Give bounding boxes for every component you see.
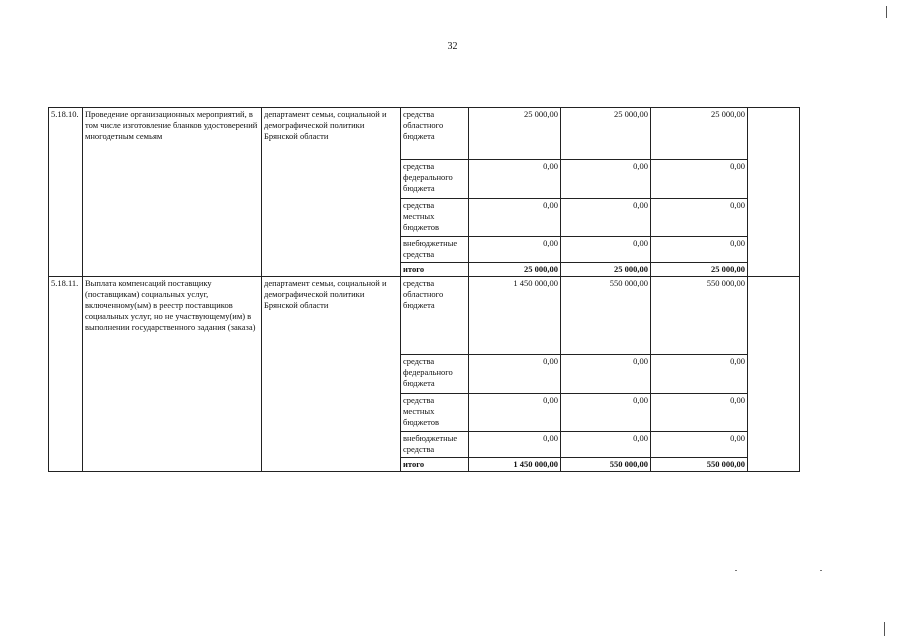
scan-edge-mark-bottom — [884, 622, 885, 636]
amount-year-1: 25 000,00 — [469, 108, 561, 160]
empty-cell — [748, 108, 800, 277]
amount-year-3: 0,00 — [651, 237, 748, 263]
amount-year-3: 0,00 — [651, 394, 748, 432]
row-code: 5.18.10. — [49, 108, 83, 277]
funding-source: внебюджетные средства — [401, 432, 469, 458]
empty-cell — [748, 277, 800, 472]
row-code: 5.18.11. — [49, 277, 83, 472]
amount-year-2: 0,00 — [561, 237, 651, 263]
funding-source: средства местных бюджетов — [401, 199, 469, 237]
table-row — [49, 277, 800, 355]
funding-source: внебюджетные средства — [401, 237, 469, 263]
amount-year-1: 25 000,00 — [469, 263, 561, 277]
funding-source-total: итого — [401, 263, 469, 277]
amount-year-2: 550 000,00 — [561, 458, 651, 472]
amount-year-2: 0,00 — [561, 160, 651, 199]
funding-source: средства областного бюджета — [401, 108, 469, 160]
amount-year-1: 0,00 — [469, 394, 561, 432]
funding-source: средства областного бюджета — [401, 277, 469, 355]
amount-year-1: 0,00 — [469, 355, 561, 394]
amount-year-3: 0,00 — [651, 432, 748, 458]
amount-year-2: 25 000,00 — [561, 263, 651, 277]
amount-year-3: 0,00 — [651, 355, 748, 394]
measure-name: Выплата компенсаций поставщику (поставщикам) социальных услуг, включенному(ым) в реестр поставщиков социальных услуг, но не участвующему(им) в выполнении государственного задания (заказа) — [83, 277, 262, 472]
amount-year-1: 0,00 — [469, 160, 561, 199]
amount-year-3: 25 000,00 — [651, 108, 748, 160]
table-row — [49, 108, 800, 160]
amount-year-2: 0,00 — [561, 199, 651, 237]
amount-year-1: 0,00 — [469, 432, 561, 458]
amount-year-3: 25 000,00 — [651, 263, 748, 277]
funding-source: средства федерального бюджета — [401, 355, 469, 394]
page-number: 32 — [447, 41, 458, 52]
measure-name: Проведение организационных мероприятий, в том числе изготовление бланков удостоверений многодетным семьям — [83, 108, 262, 277]
funding-source-total: итого — [401, 458, 469, 472]
executor: департамент семьи, социальной и демографической политики Брянской области — [262, 277, 401, 472]
amount-year-1: 1 450 000,00 — [469, 277, 561, 355]
funding-source: средства местных бюджетов — [401, 394, 469, 432]
executor: департамент семьи, социальной и демографической политики Брянской области — [262, 108, 401, 277]
amount-year-2: 0,00 — [561, 394, 651, 432]
amount-year-1: 0,00 — [469, 199, 561, 237]
amount-year-1: 1 450 000,00 — [469, 458, 561, 472]
budget-table — [48, 107, 800, 472]
amount-year-3: 550 000,00 — [651, 277, 748, 355]
scan-speck — [820, 570, 822, 571]
amount-year-3: 550 000,00 — [651, 458, 748, 472]
funding-source: средства федерального бюджета — [401, 160, 469, 199]
amount-year-3: 0,00 — [651, 199, 748, 237]
amount-year-1: 0,00 — [469, 237, 561, 263]
amount-year-2: 0,00 — [561, 432, 651, 458]
scan-edge-mark-top — [886, 6, 887, 18]
amount-year-3: 0,00 — [651, 160, 748, 199]
amount-year-2: 0,00 — [561, 355, 651, 394]
amount-year-2: 550 000,00 — [561, 277, 651, 355]
amount-year-2: 25 000,00 — [561, 108, 651, 160]
scan-speck — [735, 570, 737, 571]
